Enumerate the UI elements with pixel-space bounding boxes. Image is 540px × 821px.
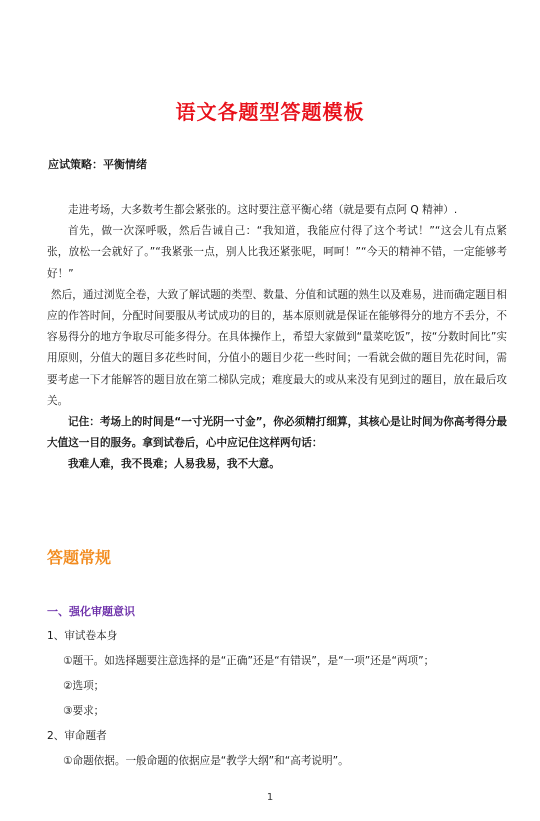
body-text (47, 200, 507, 476)
strategy-heading: 应试策略：平衡情绪 (48, 158, 147, 171)
document-title: 语文各题型答题模板 (175, 100, 365, 124)
paragraph-4: 记住：考场上的时间是“一寸光阴一寸金”，你必须精打细算，其核心是让时间为你高考得分最大值这一目的服务。拿到试卷后，心中应记住这样两句话： (47, 416, 507, 450)
list-item: ①题干。如选择题要注意选择的是“正确”还是“有错误”，是“一项”还是“两项”； (63, 655, 435, 667)
page-number: 1 (266, 792, 274, 803)
list-item: 1、审试卷本身 (47, 630, 118, 642)
list-item: ①命题依据。一般命题的依据应是“教学大纲”和“高考说明”。 (63, 755, 349, 767)
paragraph-3: 然后，通过浏览全卷，大致了解试题的类型、数量、分值和试题的熟生以及难易，进而确定题目相应的作答时间，分配时间要服从考试成功的目的，基本原则就是保证在能够得分的地方不丢分，不容易得分的地方争取尽可能多得分。在具体操作上，希望大家做到“量菜吃饭”，按“分数时间比”实用原则，分值大的题目多花些时间，分值小的题目少花一些时间；一看就会做的题目先花时间，需要考虑一下才能解答的题目放在第二梯队完成；难度最大的或从来没有见到过的题目，放在最后攻关。 (47, 288, 507, 407)
section-heading: 答题常规 (47, 548, 112, 567)
subsection-heading: 一、强化审题意识 (47, 605, 135, 618)
list-item: 2、审命题者 (47, 730, 107, 742)
list-item: ③要求； (63, 705, 105, 717)
list-item: ②选项； (63, 680, 105, 692)
motto: 我难人难，我不畏难；人易我易，我不大意。 (68, 458, 280, 471)
paragraph-2: 首先，做一次深呼吸，然后告诫自己：“我知道，我能应付得了这个考试！”“这会儿有点紧张，放松一会就好了。”“我紧张一点，别人比我还紧张呢，呵呵！”“今天的精神不错，一定能够考好！” (47, 225, 507, 280)
review-list (47, 624, 507, 774)
paragraph-1: 走进考场，大多数考生都会紧张的。这时要注意平衡心绪（就是要有点阿 Q 精神）. (68, 204, 458, 216)
